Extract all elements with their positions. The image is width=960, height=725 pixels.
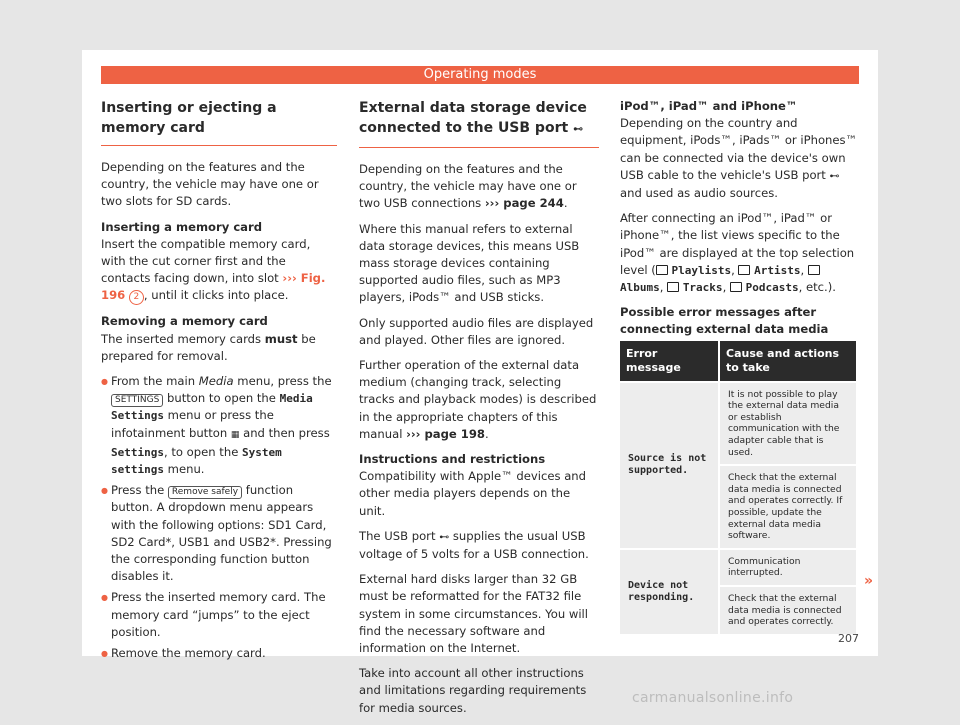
error-messages-table	[618, 339, 858, 636]
page-198-link[interactable]: ››› page 198	[406, 426, 486, 441]
instructions-title: Instructions and restrictions	[359, 452, 546, 467]
intro-text: Depending on the features and the country, the vehicle may have one or two slots for SD cards.	[101, 160, 319, 209]
usb-supported-files: Only supported audio files are displayed and played. Other files are ignored.	[359, 315, 594, 347]
cause-cell: Check that the external data media is connected and operates correctly.	[720, 587, 856, 634]
ipod-list-views-text: After connecting an iPod™, iPad™ or iPhone™, the list views specific to the iPod™ are displayed at the top selection level ( Playlists, Artists, Albums, Tracks, Podcasts, etc.).	[620, 211, 855, 295]
hard-disk-text: External hard disks larger than 32 GB must be reformatted for the FAT32 file system in some circumstances. You will find the necessary software and information on the Internet.	[359, 572, 588, 656]
inserting-text: Insert the compatible memory card, with the cut corner first and the contacts facing down, into slot ››› Fig. 196 2 , until it clicks into place.	[101, 236, 337, 306]
errors-title: Possible error messages after connecting external data media	[620, 305, 829, 337]
cause-cell: Check that the external data media is connected and operates correctly. If possible, update the external data media software.	[720, 466, 856, 548]
column-memory-card	[101, 98, 337, 666]
folder-icon	[730, 282, 742, 292]
inserting-title: Inserting a memory card	[101, 219, 263, 234]
cause-cell: It is not possible to play the external data media or establish communication with the adapter cable that is used.	[720, 383, 856, 465]
ipod-title: iPod™, iPad™ and iPhone™	[620, 99, 798, 113]
section-header: Operating modes	[101, 66, 859, 84]
step-remove-card: ● Remove the memory card.	[101, 645, 337, 662]
table-header-error: Error message	[620, 341, 718, 381]
removing-title: Removing a memory card	[101, 314, 268, 329]
step-press-card: ● Press the inserted memory card. The memory card “jumps” to the eject position.	[101, 589, 337, 641]
folder-icon	[667, 282, 679, 292]
column-ipod	[620, 98, 860, 636]
figure-reference-link[interactable]: ››› Fig. 196	[101, 271, 326, 303]
watermark: carmanualsonline.info	[632, 690, 794, 706]
usb-icon: ⊷	[573, 124, 584, 135]
removing-text: The inserted memory cards must be prepared for removal.	[101, 331, 316, 363]
usb-further-operation: Further operation of the external data medium (changing track, selecting tracks and playback modes) is described in the appropriate chapters of this manual ››› page 198.	[359, 358, 597, 441]
usb-intro: Depending on the features and the country, the vehicle may have one or two USB connections ››› page 244.	[359, 162, 577, 211]
cause-cell: Communication interrupted.	[720, 550, 856, 585]
step-remove-safely: ● Press the Remove safely function button. A dropdown menu appears with the following options: SD1 Card, SD2 Card*, USB1 and USB2*. Pressing the corresponding function button disables it.	[101, 482, 337, 585]
folder-icon	[738, 265, 750, 275]
table-row	[620, 383, 856, 465]
page-244-link[interactable]: ››› page 244	[484, 196, 564, 211]
ipod-connect-text: Depending on the country and equipment, iPods™, iPads™ or iPhones™ can be connected via the device's own USB cable to the vehicle's USB port ⊷ and used as audio sources.	[620, 116, 858, 201]
folder-icon	[656, 265, 668, 275]
settings-button[interactable]: SETTINGS	[111, 394, 163, 407]
page-number: 207	[838, 632, 859, 645]
table-header-cause: Cause and actions to take	[720, 341, 856, 381]
usb-icon: ⊷	[439, 531, 450, 543]
continue-marker: »	[864, 573, 874, 589]
error-device-not-responding: Device not responding.	[620, 550, 718, 634]
compatibility-text: Compatibility with Apple™ devices and other media players depends on the unit.	[359, 469, 587, 518]
step-open-settings: ● From the main Media menu, press the SETTINGS button to open the Media Settings menu or press the infotainment button ▦ and then press Settings, to open the System settings menu.	[101, 373, 337, 478]
folder-icon	[808, 265, 820, 275]
column-usb	[359, 98, 599, 725]
error-source-not-supported: Source is not supported.	[620, 383, 718, 548]
callout-number: 2	[129, 290, 144, 305]
table-row	[620, 550, 856, 585]
usb-icon: ⊷	[829, 170, 840, 182]
remove-safely-button[interactable]: Remove safely	[168, 486, 242, 499]
limitations-text: Take into account all other instructions and limitations regarding requirements for media sources.	[359, 666, 587, 715]
usb-definition: Where this manual refers to external data storage devices, this means USB mass storage devices containing supported audio files, such as MP3 players, iPods™ and USB sticks.	[359, 221, 580, 305]
heading-memory-card: Inserting or ejecting a memory card	[101, 100, 277, 136]
infotainment-grid-icon: ▦	[230, 429, 240, 440]
heading-usb: External data storage device connected to the USB port ⊷	[359, 98, 599, 140]
usb-voltage-text: The USB port ⊷ supplies the usual USB voltage of 5 volts for a USB connection.	[359, 528, 589, 562]
